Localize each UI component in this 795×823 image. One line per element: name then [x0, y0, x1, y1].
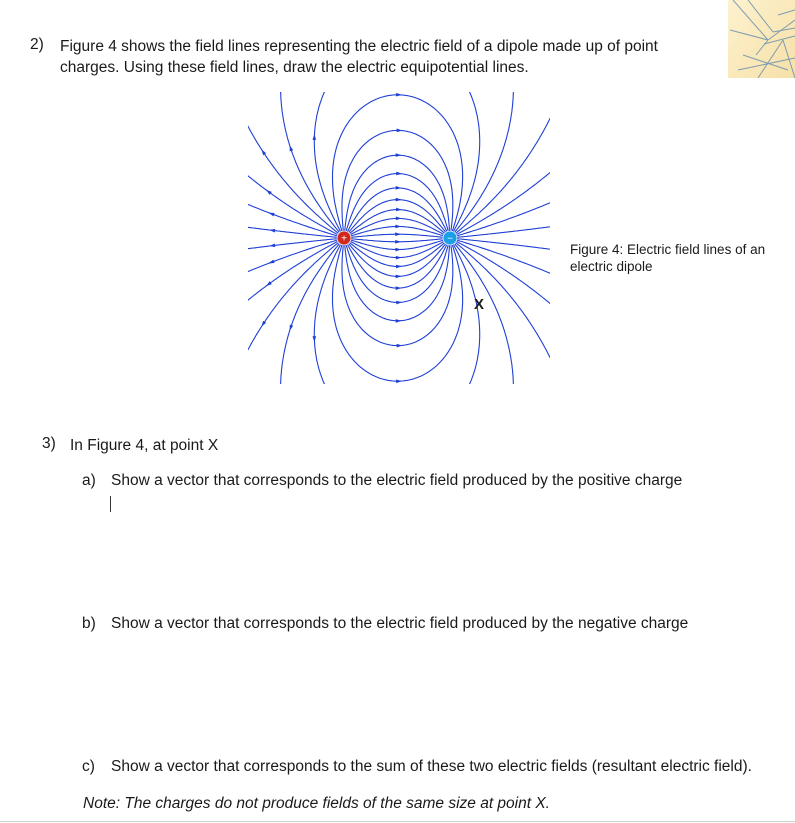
positive-charge-symbol: + [341, 233, 347, 245]
part-a-text: Show a vector that corresponds to the electric field produced by the positive charge [111, 472, 683, 489]
field-line [349, 241, 447, 267]
field-line [248, 139, 339, 235]
question-3-text: In Figure 4, at point X [70, 437, 219, 454]
field-arrow [395, 248, 401, 252]
field-arrow [396, 265, 402, 269]
field-lines-drawing [248, 92, 550, 384]
field-arrow [396, 217, 402, 221]
page-bottom-edge [0, 821, 795, 822]
field-arrow [396, 186, 402, 190]
text-cursor[interactable] [110, 496, 111, 512]
field-line [248, 242, 339, 384]
field-line [248, 92, 339, 234]
field-arrow [396, 379, 402, 383]
part-a-label: a) [82, 472, 96, 489]
field-line [349, 210, 447, 236]
field-arrow [395, 232, 401, 236]
field-line [455, 92, 550, 234]
field-line [248, 239, 338, 255]
question-3-number: 3) [42, 435, 56, 452]
field-arrow [268, 260, 274, 264]
field-arrow [396, 319, 402, 323]
field-arrow [396, 301, 402, 305]
part-c-label: c) [82, 758, 95, 775]
power-pylon-image [728, 0, 795, 78]
field-arrow [395, 225, 401, 229]
field-arrow [290, 145, 294, 151]
field-line [345, 243, 450, 321]
field-line [248, 222, 338, 238]
field-arrow [396, 172, 402, 176]
field-arrow [290, 325, 294, 331]
part-b-label: b) [82, 615, 96, 632]
field-arrow [396, 256, 402, 260]
field-arrow [396, 275, 402, 279]
field-arrow [396, 153, 402, 157]
field-line [248, 241, 339, 337]
field-arrow [396, 93, 402, 97]
note-text: Note: The charges do not produce fields of the same size at point X. [83, 795, 550, 812]
figure-caption: Figure 4: Electric field lines of an electric dipole [570, 242, 766, 274]
field-arrow [397, 128, 403, 132]
field-arrow [396, 286, 402, 290]
question-2-text: Figure 4 shows the field lines representing the electric field of a dipole made up of point charges. Using these field lines, draw the electric equipotential lines. [60, 38, 658, 76]
field-arrow [395, 240, 401, 244]
field-arrow [268, 213, 274, 217]
part-b-text: Show a vector that corresponds to the electric field produced by the negative charge [111, 615, 689, 632]
field-line [345, 155, 450, 233]
negative-charge-symbol: − [447, 233, 453, 245]
field-arrow [397, 344, 403, 348]
dipole-field-figure [248, 92, 550, 384]
field-arrow [312, 134, 316, 140]
point-x-label: X [474, 296, 485, 313]
part-c-text: Show a vector that corresponds to the sum of these two electric fields (resultant electric field). [111, 758, 752, 775]
field-arrow [312, 336, 316, 342]
field-arrow [396, 208, 402, 212]
field-line [455, 242, 550, 384]
field-arrow [396, 198, 402, 202]
question-2-number: 2) [30, 36, 44, 53]
field-line [456, 239, 550, 255]
field-line [456, 221, 550, 237]
